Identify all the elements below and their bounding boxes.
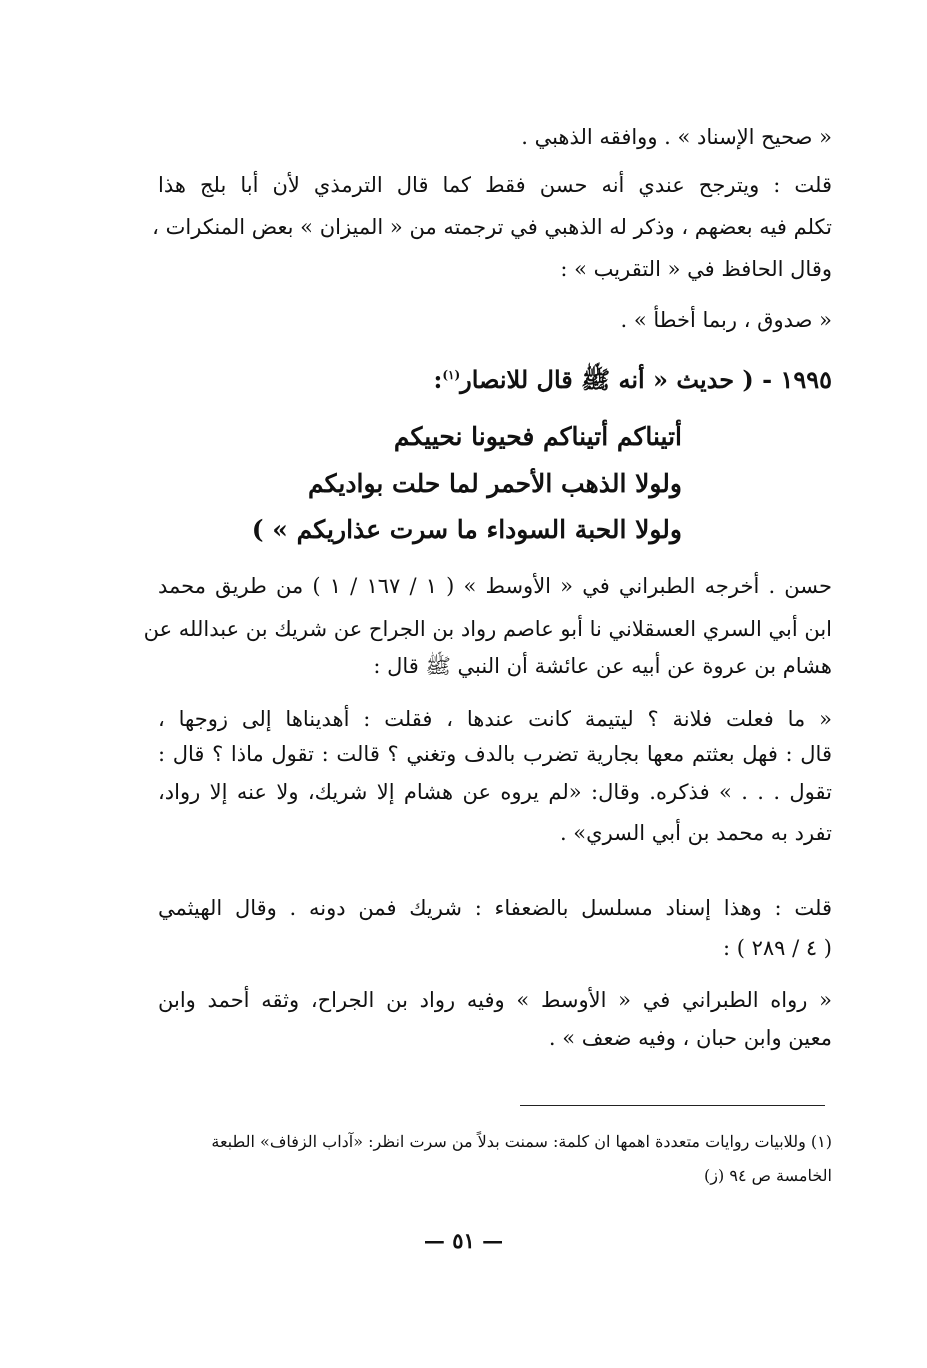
- text-line-8: هشام بن عروة عن أبيه عن عائشة أن النبي ﷺ قال :: [373, 654, 832, 678]
- hadith-heading-colon: :: [433, 365, 443, 394]
- verse-line-1: أتيناكم أتيناكم فحيونا نحييكم: [393, 422, 682, 451]
- text-line-1: « صحيح الإسناد » . ووافقه الذهبي .: [521, 125, 832, 149]
- footnote-line-2: الخامسة ص ٩٤ (ز): [704, 1166, 832, 1185]
- text-line-15: « رواه الطبراني في « الأوسط » وفيه رواد بن الجراح، وثقه أحمد وابن: [158, 988, 832, 1012]
- text-line-14: ( ٤ / ٢٨٩ ) :: [722, 936, 832, 960]
- verse-line-3: ولولا الحبة السوداء ما سرت عذاريكم » ): [251, 515, 682, 544]
- text-line-9: « ما فعلت فلانة ؟ ليتيمة كانت عندها ، فقلت : أهديناها إلى زوجها ،: [158, 707, 832, 731]
- text-line-11: تقول . . . » فذكره. وقال: «لم يروه عن هشام إلا شريك، ولا عنه إلا رواد،: [158, 780, 832, 804]
- text-line-16: معين وابن حبان ، وفيه ضعف » .: [548, 1026, 832, 1050]
- hadith-heading-text: ١٩٩٥ - ( حديث « أنه ﷺ قال للانصار: [460, 365, 832, 394]
- footnote-marker: (١): [442, 368, 461, 382]
- text-line-5: « صدوق ، ربما أخطأ » .: [620, 308, 832, 332]
- text-line-7: ابن أبي السري العسقلاني نا أبو عاصم رواد بن الجراح عن شريك بن عبدالله عن: [143, 617, 832, 641]
- text-line-13: قلت : وهذا إسناد مسلسل بالضعفاء : شريك فمن دونه . وقال الهيثمي: [158, 896, 832, 920]
- footnote-separator: [520, 1105, 825, 1106]
- text-line-12: تفرد به محمد بن أبي السري» .: [559, 821, 832, 845]
- text-line-4: وقال الحافظ في « التقريب » :: [560, 257, 832, 281]
- text-line-2: قلت : ويترجح عندي أنه حسن فقط كما قال الترمذي لأن أبا بلج هذا: [158, 173, 832, 197]
- text-line-3: تكلم فيه بعضهم ، وذكر له الذهبي في ترجمته من « الميزان » بعض المنكرات ،: [152, 215, 832, 239]
- hadith-heading: [433, 360, 832, 395]
- text-line-6: حسن . أخرجه الطبراني في « الأوسط » ( ١ / ١٦٧ / ١ ) من طريق محمد: [158, 574, 832, 598]
- footnote-line-1: (١) وللابيات روايات متعددة اهمها ان كلمة: سمنت بدلاً من سرت انظر: «آداب الزفاف» الطبعة: [211, 1132, 832, 1151]
- page-number: — ٥١ —: [423, 1228, 504, 1253]
- verse-line-2: ولولا الذهب الأحمر لما حلت بواديكم: [307, 469, 682, 498]
- text-line-10: قال : فهل بعثتم معها بجارية تضرب بالدف وتغني ؟ قالت : تقول ماذا ؟ قال :: [158, 742, 832, 766]
